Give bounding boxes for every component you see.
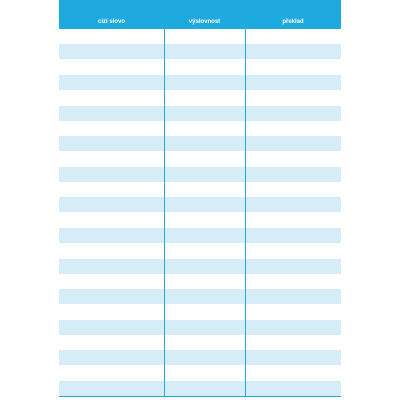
table-row <box>59 289 341 304</box>
column-divider <box>164 29 165 396</box>
table-row <box>59 350 341 365</box>
table-row <box>59 182 341 197</box>
table-row <box>59 136 341 151</box>
table-row <box>59 60 341 75</box>
table-bottom-border <box>59 396 341 397</box>
vocabulary-sheet <box>59 0 341 400</box>
table-row <box>59 243 341 258</box>
table-row <box>59 274 341 289</box>
table-row <box>59 29 341 44</box>
table-row <box>59 335 341 350</box>
table-row <box>59 151 341 166</box>
table-row <box>59 167 341 182</box>
table-row <box>59 366 341 381</box>
table-row <box>59 381 341 396</box>
table-row <box>59 228 341 243</box>
table-row <box>59 304 341 319</box>
column-divider <box>245 29 246 396</box>
header-translation: překlad <box>282 18 304 25</box>
header-pronunciation: výslovnost <box>188 18 221 25</box>
header-foreign-word: cizí slovo <box>97 18 125 25</box>
table-row <box>59 106 341 121</box>
table-header <box>59 0 341 29</box>
table-row <box>59 75 341 90</box>
table-row <box>59 320 341 335</box>
table-row <box>59 121 341 136</box>
table-row <box>59 197 341 212</box>
table-row <box>59 213 341 228</box>
table-row <box>59 44 341 59</box>
table-row <box>59 259 341 274</box>
table-row <box>59 90 341 105</box>
table-body <box>59 29 341 397</box>
